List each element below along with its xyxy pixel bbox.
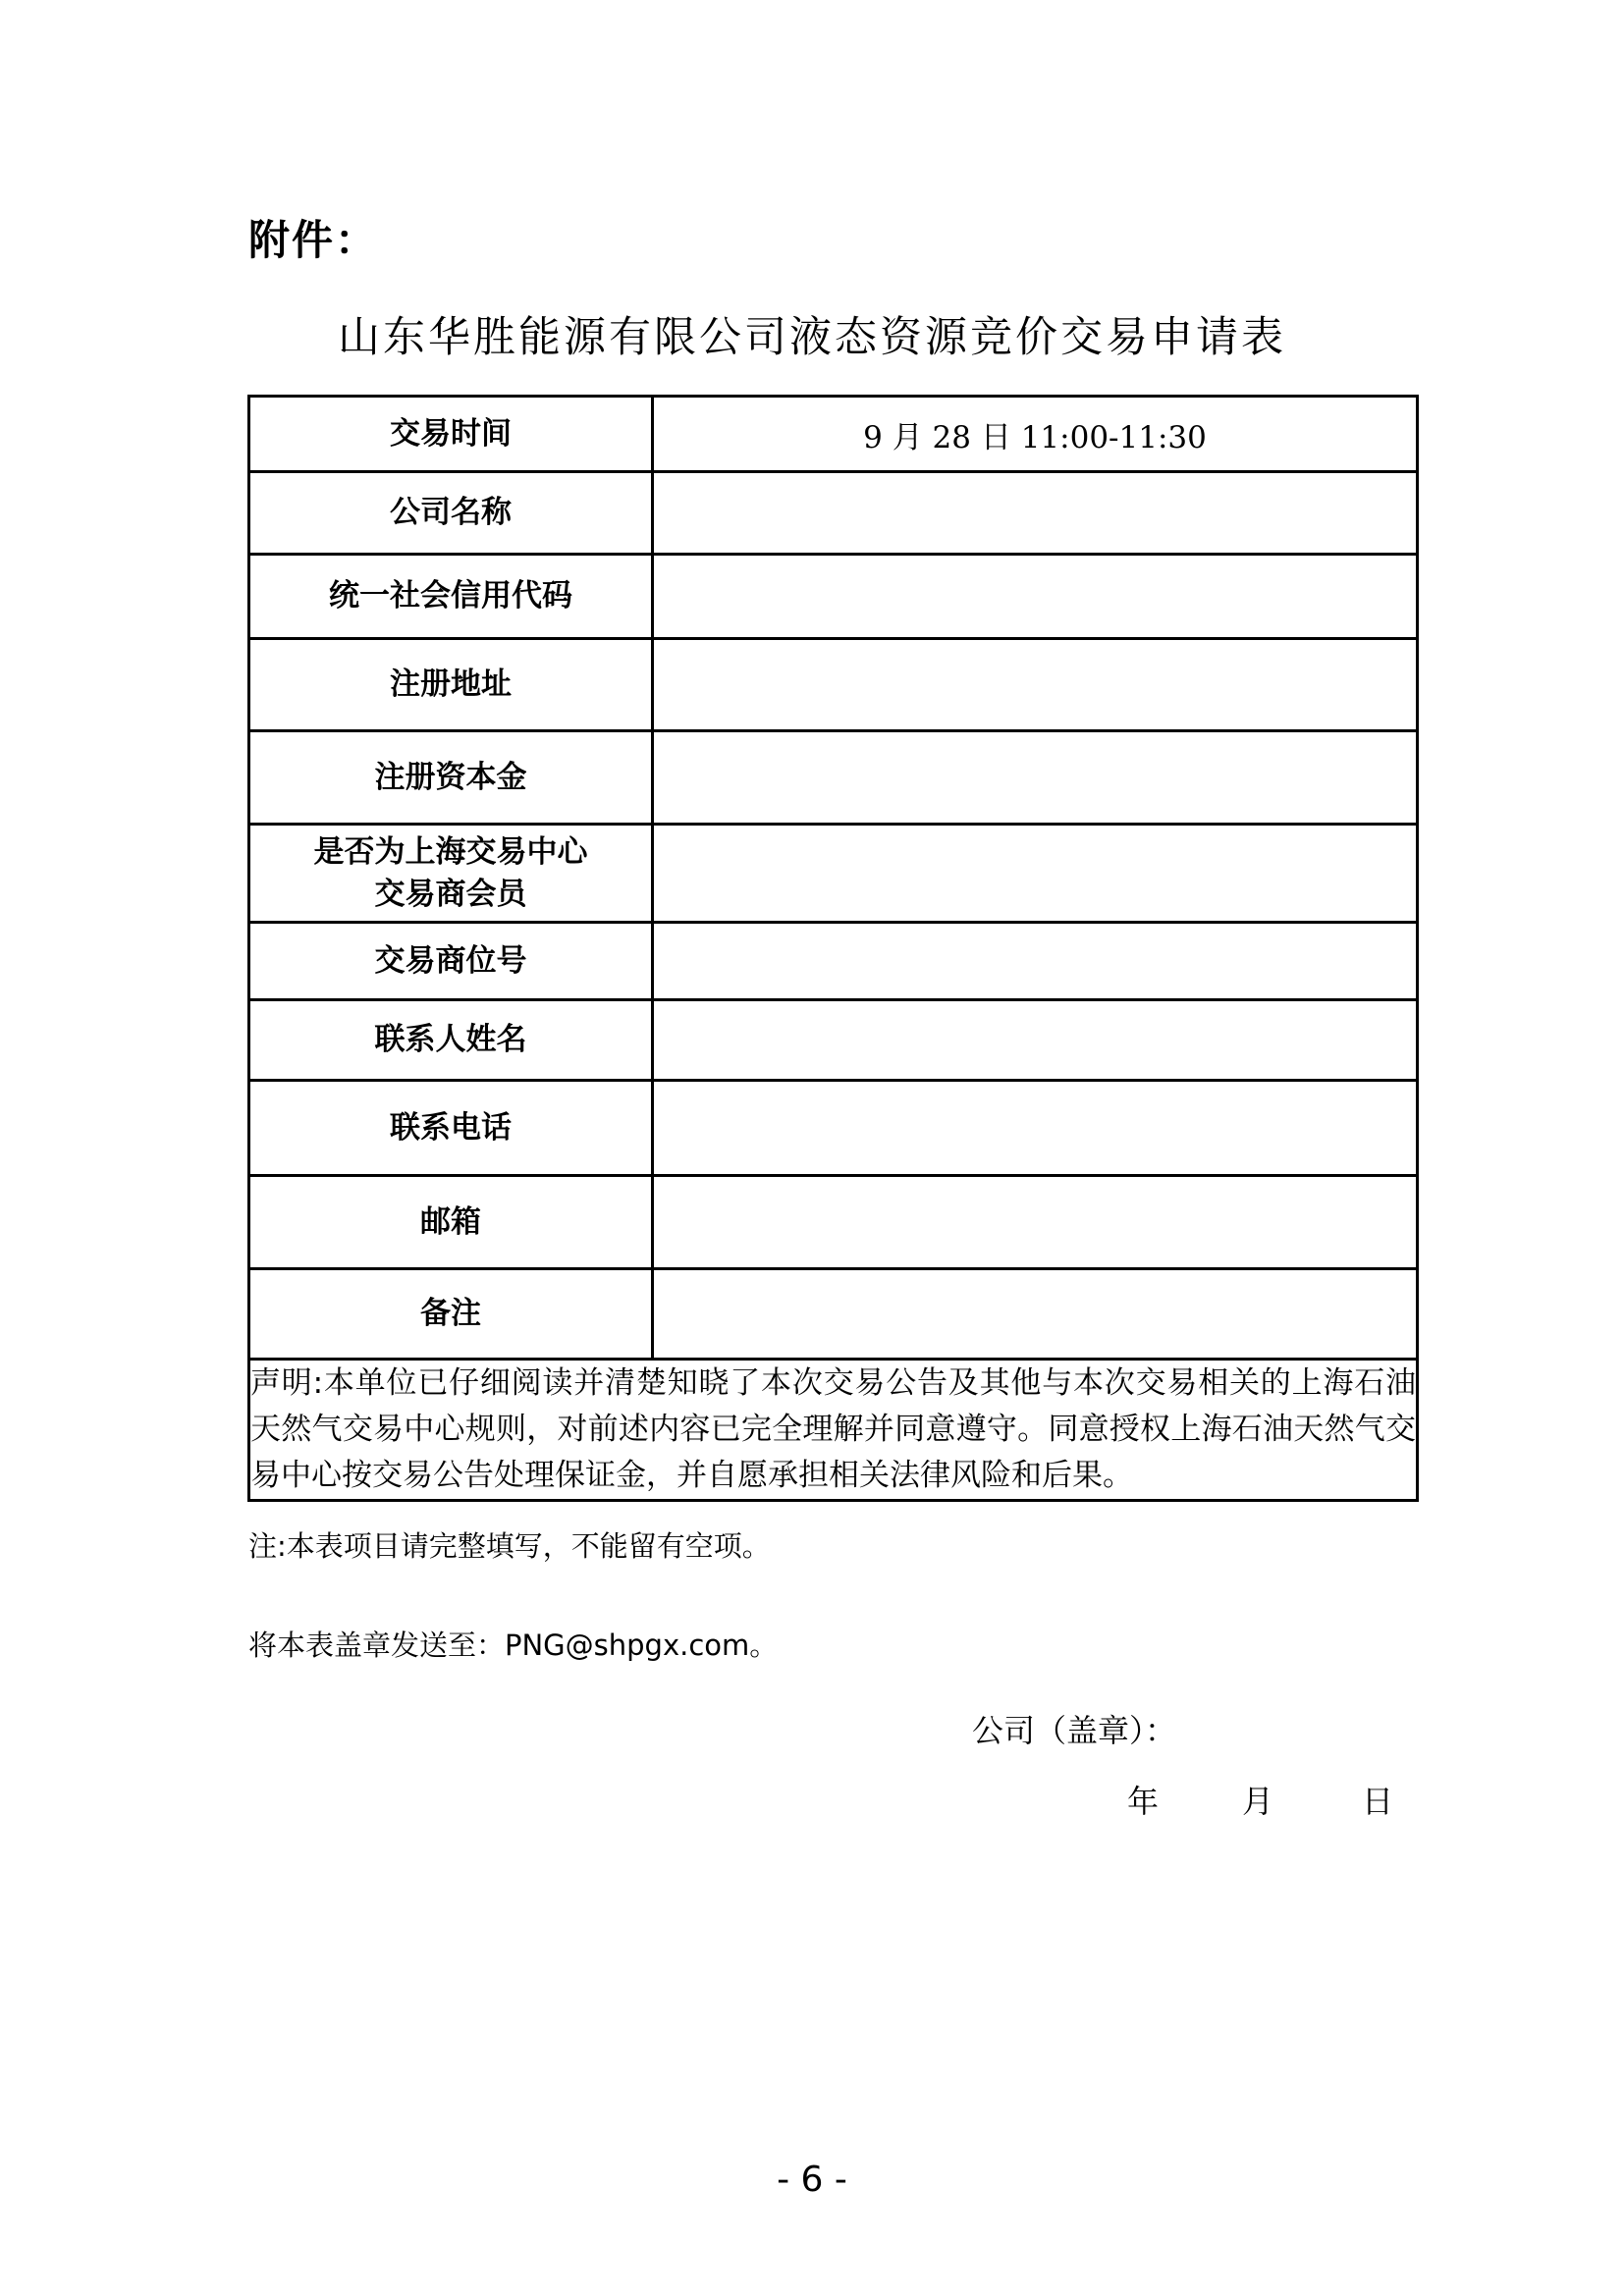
fill-note: 注:本表项目请完整填写，不能留有空项。 — [248, 1529, 771, 1563]
label-registered-address: 注册地址 — [249, 639, 653, 731]
table-row — [249, 472, 1418, 555]
date-month-label: 月 — [1242, 1783, 1274, 1820]
date-year-label: 年 — [1127, 1783, 1160, 1820]
date-day-label: 日 — [1362, 1783, 1394, 1820]
send-to-note: 将本表盖章发送至：PNG@shpgx.com。 — [248, 1629, 779, 1662]
page-number: - 6 - — [777, 2160, 847, 2200]
label-member-status: 是否为上海交易中心 交易商会员 — [249, 825, 653, 923]
label-trade-time: 交易时间 — [249, 397, 653, 472]
company-seal-label: 公司（盖章）： — [972, 1712, 1177, 1749]
field-registered-capital[interactable] — [653, 731, 1418, 825]
label-credit-code: 统一社会信用代码 — [249, 555, 653, 639]
label-contact-name: 联系人姓名 — [249, 1000, 653, 1081]
table-row — [249, 923, 1418, 1000]
label-contact-phone: 联系电话 — [249, 1081, 653, 1176]
field-registered-address[interactable] — [653, 639, 1418, 731]
table-row — [249, 1176, 1418, 1269]
declaration-statement: 声明:本单位已仔细阅读并清楚知晓了本次交易公告及其他与本次交易相关的上海石油天然气交易中心规则，对前述内容已完全理解并同意遵守。同意授权上海石油天然气交易中心按交易公告处理保证金，并自愿承担相关法律风险和后果。 — [249, 1360, 1418, 1501]
field-member-status[interactable] — [653, 825, 1418, 923]
attachment-heading: 附件： — [248, 216, 379, 264]
field-credit-code[interactable] — [653, 555, 1418, 639]
table-row — [249, 1360, 1418, 1501]
label-registered-capital: 注册资本金 — [249, 731, 653, 825]
field-remarks[interactable] — [653, 1269, 1418, 1360]
table-row — [249, 1081, 1418, 1176]
table-row — [249, 825, 1418, 923]
value-trade-time: 9 月 28 日 11:00-11:30 — [653, 397, 1418, 472]
table-row — [249, 639, 1418, 731]
field-contact-name[interactable] — [653, 1000, 1418, 1081]
table-row — [249, 397, 1418, 472]
label-company-name: 公司名称 — [249, 472, 653, 555]
table-row — [249, 555, 1418, 639]
table-row — [249, 1269, 1418, 1360]
field-contact-phone[interactable] — [653, 1081, 1418, 1176]
application-form-table — [247, 395, 1419, 1502]
field-company-name[interactable] — [653, 472, 1418, 555]
table-row — [249, 1000, 1418, 1081]
field-email[interactable] — [653, 1176, 1418, 1269]
form-title: 山东华胜能源有限公司液态资源竞价交易申请表 — [338, 313, 1286, 362]
field-trader-seat-number[interactable] — [653, 923, 1418, 1000]
label-email: 邮箱 — [249, 1176, 653, 1269]
label-remarks: 备注 — [249, 1269, 653, 1360]
table-row — [249, 731, 1418, 825]
label-trader-seat-number: 交易商位号 — [249, 923, 653, 1000]
